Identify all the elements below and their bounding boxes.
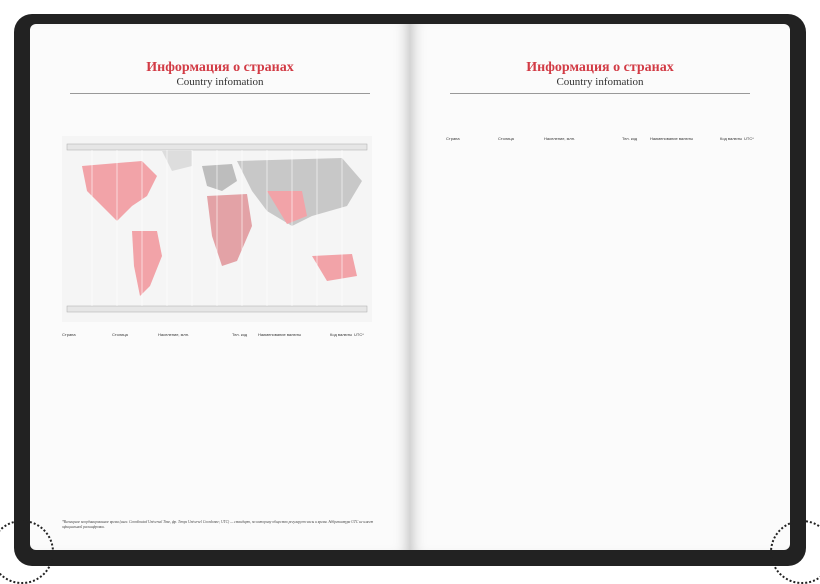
world-timezone-map: [62, 136, 372, 322]
page-title-en: Country infomation: [176, 76, 264, 88]
title-rule: [70, 93, 370, 94]
page-title-ru: Информация о странах: [146, 60, 294, 75]
timezone-bottom-scale: [67, 306, 367, 312]
page-title-en-right: Country infomation: [556, 76, 644, 88]
left-page: Информация о странах Country infomation Страна Столица Население, млн. Тел. код Наименование валюты Код валюты UTC* *Всемирное координированное время (англ. Coordinated Universal Time, фр. Temps Universel Coordonne; UTC) — стандарт, по которому общество регулирует часы и время. Аббревиатура UTC не имеет официальной расшифровки.: [30, 24, 410, 550]
timezone-top-scale: [67, 144, 367, 150]
utc-footnote: *Всемирное координированное время (англ. Coordinated Universal Time, фр. Temps Universel Coordonne; UTC) — стандарт, по которому общество регулирует часы и время. Аббревиатура UTC не имеет официальной расшифровки.: [62, 520, 374, 529]
title-rule-right: [450, 93, 750, 94]
corner-dots-right: [770, 520, 820, 584]
right-page: Информация о странах Country infomation Страна Столица Население, млн. Тел. код Наименование валюты Код валюты UTC*: [410, 24, 790, 550]
page-title-ru-right: Информация о странах: [526, 60, 674, 75]
